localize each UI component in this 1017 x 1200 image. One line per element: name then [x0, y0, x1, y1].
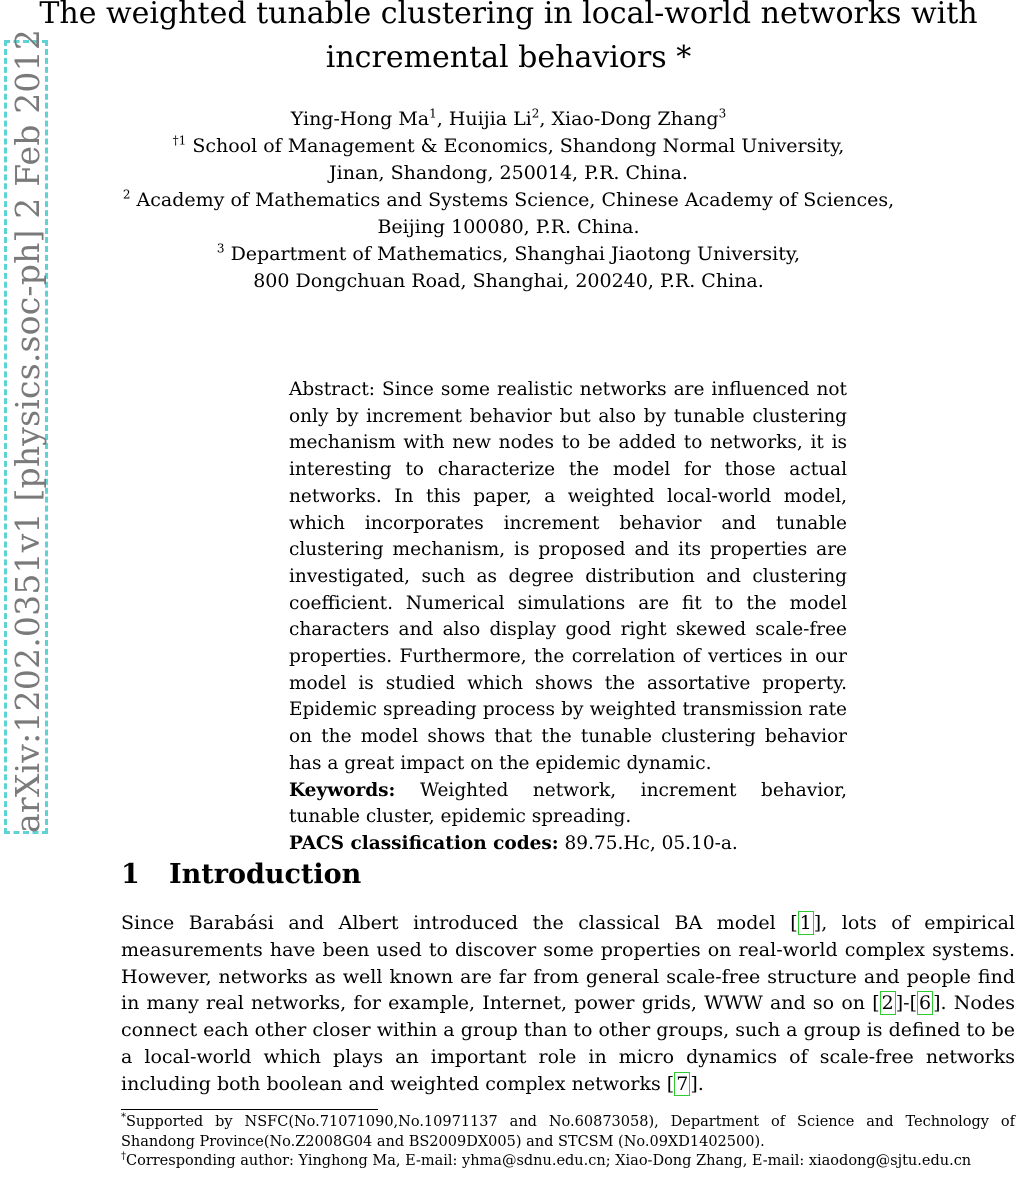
affiliation-1-line1: School of Management & Economics, Shandong Normal University,	[186, 135, 845, 157]
affiliation-2-sup: 2	[122, 187, 131, 202]
affiliation-2-line1: Academy of Mathematics and Systems Science, Chinese Academy of Sciences,	[130, 189, 895, 211]
author-2-sup: 2	[531, 106, 540, 121]
pacs-label: PACS classification codes:	[289, 832, 559, 854]
intro-text-1: Since Barabási and Albert introduced the classical BA model	[121, 912, 791, 934]
author-1-sup: 1	[429, 106, 437, 121]
intro-text-5: .	[697, 1072, 704, 1095]
intro-text-3: -	[903, 992, 910, 1015]
footnote-rule	[121, 1109, 378, 1110]
affiliation-3-line1: Department of Mathematics, Shanghai Jiaotong University,	[224, 243, 801, 265]
pacs-text: 89.75.Hc, 05.10-a.	[558, 832, 738, 854]
section-heading	[121, 855, 361, 895]
affiliation-3-sup: 3	[216, 241, 225, 256]
section-number: 1	[121, 859, 140, 890]
section-title: Introduction	[169, 859, 362, 890]
author-2: , Huijia Li	[436, 108, 532, 130]
footnote-corresponding-mark: †	[121, 1151, 126, 1163]
citation-link-1[interactable]: 1	[799, 912, 812, 934]
affiliation-3-line2: 800 Dongchuan Road, Shanghai, 200240, P.R. China.	[253, 270, 764, 292]
affiliation-2	[0, 187, 1017, 214]
footnotes	[121, 1113, 1015, 1172]
affiliation-3	[0, 241, 1017, 268]
intro-text-4: . Nodes connect each other closer within a group than to other groups, such a group is defined to be a local-world which plays an important role in micro dynamics of scale-free networks including both boolean and weighted complex networks	[121, 992, 1015, 1095]
author-3-sup: 3	[718, 106, 727, 121]
keywords-text: Weighted network, increment behavior, tunable cluster, epidemic spreading.	[289, 779, 847, 828]
author-block	[0, 106, 1017, 295]
affiliation-1-line2: Jinan, Shandong, 250014, P.R. China.	[329, 162, 688, 184]
author-3: , Xiao-Dong Zhang	[539, 108, 719, 130]
footnote-funding	[121, 1113, 1015, 1152]
footnote-corresponding-text: Corresponding author: Yinghong Ma, E-mail: yhma@sdnu.edu.cn; Xiao-Dong Zhang, E-mail: xiaodong@sjtu.edu.cn	[126, 1153, 972, 1169]
author-1: Ying-Hong Ma	[290, 108, 430, 130]
footnote-funding-mark: *	[121, 1112, 126, 1124]
affiliation-1	[0, 133, 1017, 160]
keywords-label: Keywords:	[289, 779, 396, 801]
intro-text-2: , lots of empirical measurements have been used to discover some properties on real-world complex systems. However, networks as well known are far from general scale-free structure and people find in many real networks, for example, Internet, power grids, WWW and so on	[121, 912, 1015, 1015]
paper-title: The weighted tunable clustering in local-world networks with incremental behaviors *	[39, 0, 978, 75]
arxiv-stamp-text: arXiv:1202.0351v1 [physics.soc-ph] 2 Feb 2012	[8, 28, 47, 833]
footnote-corresponding	[121, 1152, 1015, 1172]
affiliation-2-line2: Beijing 100080, P.R. China.	[377, 216, 640, 238]
footnote-funding-text: Supported by NSFC(No.71071090,No.10971137 and No.60873058), Department of Science and Technology of Shandong Province(No.Z2008G04 and BS2009DX005) and STCSM (No.09XD1402500).	[121, 1114, 1015, 1150]
citation-link-7[interactable]: 7	[676, 1072, 689, 1095]
keywords	[289, 778, 847, 831]
author-list	[0, 106, 1017, 133]
intro-paragraph: Since Barabási and Albert introduced the classical BA model [ 1 ], lots of empirical measurements have been used to discover some properties on real-world complex systems. However, networks as well known are far from general scale-free structure and people find in many real networks, for example, Internet, power grids, WWW and so on [ 2 ]-[ 6 ]. Nodes connect each other closer within a group than to other groups, such a group is defined to be a local-world which plays an important role in micro dynamics of scale-free networks including both boolean and weighted complex networks [ 7 ].	[121, 912, 1015, 1095]
abstract-text: Abstract: Since some realistic networks are influenced not only by increment behavior but also by tunable clustering mechanism with new nodes to be added to networks, it is interesting to characterize the model for those actual networks. In this paper, a weighted local-world model, which incorporates increment behavior and tunable clustering mechanism, is proposed and its properties are investigated, such as degree distribution and clustering coefficient. Numerical simulations are fit to the model characters and also display good right skewed scale-free properties. Furthermore, the correlation of vertices in our model is studied which shows the assortative property. Epidemic spreading process by weighted transmission rate on the model shows that the tunable clustering behavior has a great impact on the epidemic dynamic.	[289, 379, 847, 774]
abstract-block	[289, 377, 847, 858]
citation-link-6[interactable]: 6	[919, 992, 932, 1015]
pacs-codes	[289, 831, 847, 858]
citation-link-2[interactable]: 2	[881, 992, 894, 1015]
affiliation-1-sup: †1	[172, 133, 187, 148]
